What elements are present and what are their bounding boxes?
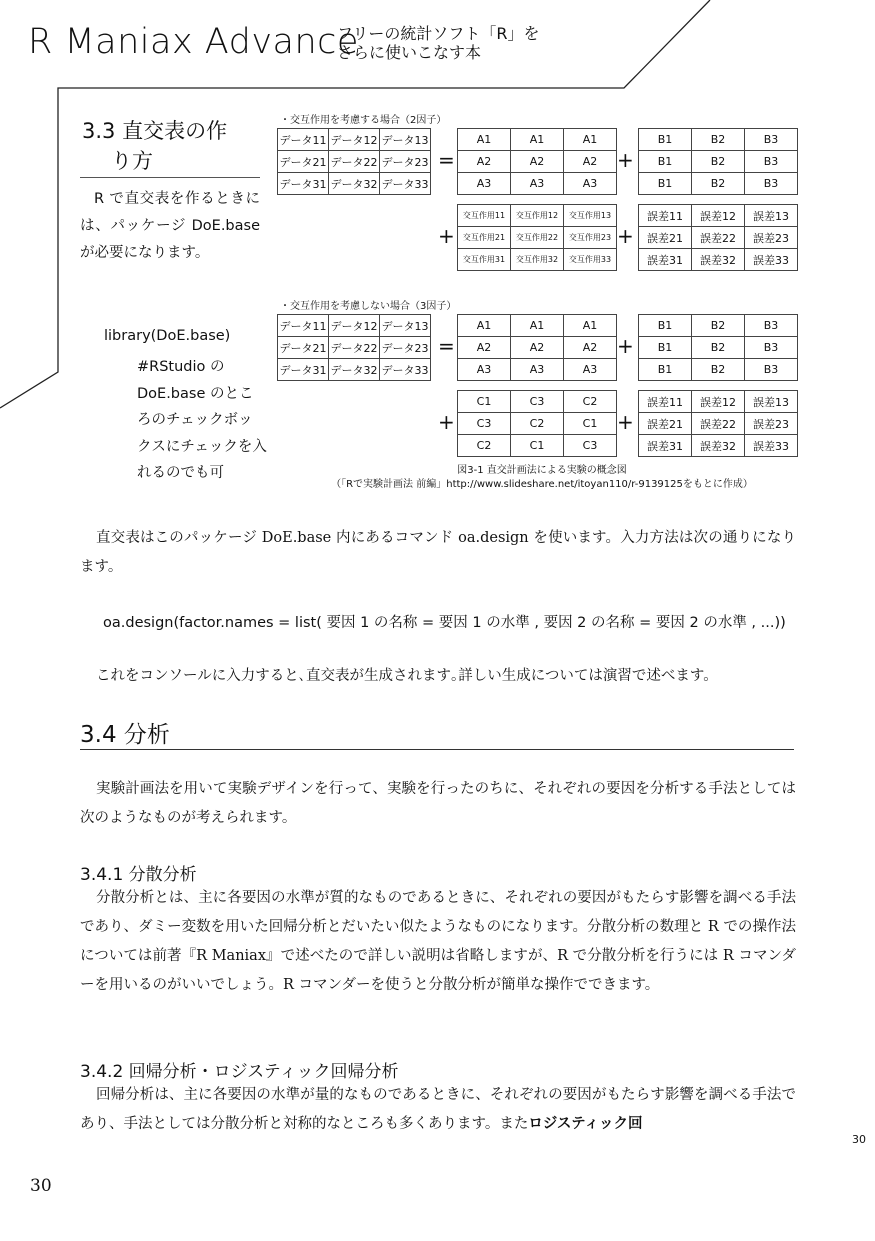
table-cell: データ12 xyxy=(329,129,380,151)
table-cell: 誤差22 xyxy=(692,413,745,435)
table-cell: B3 xyxy=(745,337,798,359)
page-number-left: 30 xyxy=(30,1176,52,1196)
table-cell: C2 xyxy=(458,435,511,457)
table-row xyxy=(278,359,431,381)
figure-label-with-interaction: ・交互作用を考慮する場合（2因子） xyxy=(280,115,447,126)
table-cell: 誤差21 xyxy=(639,413,692,435)
table-row xyxy=(458,151,617,173)
table-cell: データ22 xyxy=(329,337,380,359)
table-row xyxy=(639,173,798,195)
table-cell: 誤差21 xyxy=(639,227,692,249)
book-title: R Maniax Advance xyxy=(28,22,359,62)
table-row xyxy=(278,337,431,359)
c-table-grid xyxy=(457,390,617,457)
table-cell: B2 xyxy=(692,173,745,195)
table-cell: B1 xyxy=(639,315,692,337)
table-cell: 誤差11 xyxy=(639,205,692,227)
table-cell: B2 xyxy=(692,337,745,359)
table-cell: データ33 xyxy=(380,173,431,195)
table-row xyxy=(278,173,431,195)
section-3-3-title xyxy=(82,116,252,176)
table-cell: データ21 xyxy=(278,151,329,173)
heading-3-4-2: 3.4.2 回帰分析・ロジスティック回帰分析 xyxy=(80,1062,399,1082)
table-cell: B3 xyxy=(745,173,798,195)
figure-caption-line2: （「Rで実験計画法 前編」http://www.slideshare.net/itoyan110/r-9139125をもとに作成） xyxy=(331,479,753,490)
table-cell: 誤差23 xyxy=(745,413,798,435)
table-cell: A3 xyxy=(458,359,511,381)
table-row xyxy=(639,151,798,173)
table-cell: データ12 xyxy=(329,315,380,337)
table-cell: データ21 xyxy=(278,337,329,359)
side-text: R で直交表を作るときには、パッケージ DoE.base が必要になります。 xyxy=(80,191,260,261)
table-row xyxy=(458,227,617,249)
table-row xyxy=(458,249,617,271)
table-cell: 誤差32 xyxy=(692,249,745,271)
table-cell: データ23 xyxy=(380,337,431,359)
plus-sign: + xyxy=(617,410,634,434)
table-cell: A2 xyxy=(564,151,617,173)
table-cell: 交互作用13 xyxy=(564,205,617,227)
table-cell: A2 xyxy=(511,151,564,173)
table-cell: データ23 xyxy=(380,151,431,173)
table-row xyxy=(458,337,617,359)
book-subtitle xyxy=(337,24,539,62)
table-cell: データ32 xyxy=(329,359,380,381)
table-cell: 誤差31 xyxy=(639,249,692,271)
table-cell: データ11 xyxy=(278,129,329,151)
table-cell: C2 xyxy=(511,413,564,435)
paragraph-anova: 分散分析とは、主に各要因の水準が質的なものであるときに、それぞれの要因がもたらす影響を調べる手法であり、ダミー変数を用いた回帰分析とだいたい似たようなものになります。分散分析の数理と R での操作法については前著『R Maniax』で述べたので詳しい説明は省略しますが、R で分散分析を行うには R コマンダーを用いるのがいいでしょう。R コマンダーを使うと分散分析が簡単な操作でできます。 xyxy=(80,890,796,993)
paragraph-console: これをコンソールに入力すると､直交表が生成されます｡詳しい生成については演習で述べます。 xyxy=(96,668,718,684)
table-cell: B2 xyxy=(692,129,745,151)
table-row xyxy=(639,391,798,413)
table-cell: B2 xyxy=(692,315,745,337)
table-cell: A1 xyxy=(458,129,511,151)
section-3-3-title-line1: 3.3 直交表の作 xyxy=(82,119,228,143)
table-row xyxy=(458,129,617,151)
table-cell: A1 xyxy=(511,315,564,337)
table-row xyxy=(458,413,617,435)
book-subtitle-line1: フリーの統計ソフト「R」を xyxy=(337,24,540,43)
table-cell: データ31 xyxy=(278,173,329,195)
table-cell: B2 xyxy=(692,151,745,173)
table-cell: 交互作用33 xyxy=(564,249,617,271)
data-table-grid xyxy=(277,314,431,381)
table-cell: データ33 xyxy=(380,359,431,381)
table-cell: B3 xyxy=(745,359,798,381)
table-cell: A1 xyxy=(564,315,617,337)
table-cell: データ31 xyxy=(278,359,329,381)
code-library: library(DoE.base) xyxy=(104,328,231,344)
table-cell: B3 xyxy=(745,151,798,173)
table-cell: 誤差23 xyxy=(745,227,798,249)
table-cell: B1 xyxy=(639,129,692,151)
table-cell: C1 xyxy=(511,435,564,457)
table-row xyxy=(458,391,617,413)
table-row xyxy=(639,227,798,249)
table-cell: A1 xyxy=(511,129,564,151)
paragraph-regression xyxy=(80,1081,796,1139)
page-number-right: 30 xyxy=(852,1133,866,1146)
table-cell: 誤差33 xyxy=(745,249,798,271)
figure-label-without-interaction: ・交互作用を考慮しない場合（3因子） xyxy=(280,301,457,312)
table-cell: A2 xyxy=(458,151,511,173)
table-cell: 誤差22 xyxy=(692,227,745,249)
table-row xyxy=(639,337,798,359)
table-cell: 誤差12 xyxy=(692,391,745,413)
a-table-grid xyxy=(457,314,617,381)
table-cell: A2 xyxy=(564,337,617,359)
interaction-table-grid xyxy=(457,204,617,271)
a-table-grid xyxy=(457,128,617,195)
heading-3-4: 3.4 分析 xyxy=(80,722,170,748)
table-cell: 誤差11 xyxy=(639,391,692,413)
table-cell: データ32 xyxy=(329,173,380,195)
table-cell: C1 xyxy=(564,413,617,435)
table-row xyxy=(639,435,798,457)
table-cell: C3 xyxy=(458,413,511,435)
table-cell: B2 xyxy=(692,359,745,381)
plus-sign: + xyxy=(617,148,634,172)
table-cell: B1 xyxy=(639,359,692,381)
table-cell: 誤差13 xyxy=(745,205,798,227)
table-cell: C2 xyxy=(564,391,617,413)
equals-sign: = xyxy=(438,148,455,172)
table-row xyxy=(639,249,798,271)
table-cell: 交互作用12 xyxy=(511,205,564,227)
table-cell: C3 xyxy=(511,391,564,413)
table-cell: A2 xyxy=(458,337,511,359)
paragraph-regression-text: 回帰分析は、主に各要因の水準が量的なものであるときに、それぞれの要因がもたらす影響を調べる手法であり、手法としては分散分析と対称的なところも多くあります。また xyxy=(80,1087,796,1132)
b-table-grid xyxy=(638,128,798,195)
table-row xyxy=(639,359,798,381)
equals-sign: = xyxy=(438,334,455,358)
plus-sign: + xyxy=(438,410,455,434)
table-cell: 誤差12 xyxy=(692,205,745,227)
table-row xyxy=(278,151,431,173)
table-cell: 誤差31 xyxy=(639,435,692,457)
table-cell: B3 xyxy=(745,315,798,337)
table-cell: 交互作用21 xyxy=(458,227,511,249)
table-row xyxy=(458,173,617,195)
table-row xyxy=(639,315,798,337)
table-cell: A3 xyxy=(564,359,617,381)
paragraph-regression-bold: ロジスティック回 xyxy=(528,1116,643,1132)
paragraph-oa-design: 直交表はこのパッケージ DoE.base 内にあるコマンド oa.design を使います。入力方法は次の通りになります。 xyxy=(80,530,796,575)
b-table-grid xyxy=(638,314,798,381)
heading-3-4-1: 3.4.1 分散分析 xyxy=(80,865,197,885)
table-cell: データ13 xyxy=(380,315,431,337)
table-row xyxy=(458,435,617,457)
data-table-grid xyxy=(277,128,431,195)
table-row xyxy=(639,413,798,435)
plus-sign: + xyxy=(617,334,634,358)
table-cell: データ13 xyxy=(380,129,431,151)
error-table-grid xyxy=(638,390,798,457)
table-cell: データ11 xyxy=(278,315,329,337)
table-row xyxy=(639,205,798,227)
table-cell: A3 xyxy=(458,173,511,195)
table-cell: 交互作用22 xyxy=(511,227,564,249)
table-cell: A2 xyxy=(511,337,564,359)
table-cell: C3 xyxy=(564,435,617,457)
formula-oa-design: oa.design(factor.names = list( 要因 1 の名称 = 要因 1 の水準 , 要因 2 の名称 = 要因 2 の水準 , ...)) xyxy=(103,615,786,631)
table-cell: 誤差13 xyxy=(745,391,798,413)
table-row xyxy=(639,129,798,151)
code-note: #RStudio の DoE.base のところのチェックボックスにチェックを入れるのでも可 xyxy=(137,359,267,481)
heading-3-4-rule xyxy=(80,749,794,750)
table-cell: B1 xyxy=(639,337,692,359)
book-subtitle-line2: さらに使いこなす本 xyxy=(337,43,482,62)
plus-sign: + xyxy=(617,224,634,248)
table-cell: C1 xyxy=(458,391,511,413)
section-3-3-title-line2: り方 xyxy=(111,149,153,173)
table-cell: A3 xyxy=(564,173,617,195)
table-cell: B1 xyxy=(639,151,692,173)
table-cell: 交互作用11 xyxy=(458,205,511,227)
table-cell: 誤差32 xyxy=(692,435,745,457)
table-cell: B3 xyxy=(745,129,798,151)
table-cell: A3 xyxy=(511,173,564,195)
table-cell: データ22 xyxy=(329,151,380,173)
table-cell: A3 xyxy=(511,359,564,381)
table-cell: A1 xyxy=(458,315,511,337)
table-row xyxy=(278,315,431,337)
figure-caption-line1: 図3-1 直交計画法による実験の概念図 xyxy=(457,465,627,476)
section-title-rule xyxy=(80,177,260,178)
figure-caption xyxy=(277,464,807,492)
table-cell: A1 xyxy=(564,129,617,151)
table-cell: 交互作用31 xyxy=(458,249,511,271)
plus-sign: + xyxy=(438,224,455,248)
table-cell: 誤差33 xyxy=(745,435,798,457)
table-row xyxy=(458,315,617,337)
table-row xyxy=(458,359,617,381)
table-cell: 交互作用32 xyxy=(511,249,564,271)
paragraph-analysis-intro: 実験計画法を用いて実験デザインを行って、実験を行ったのちに、それぞれの要因を分析する手法としては次のようなものが考えられます。 xyxy=(80,781,796,826)
table-cell: B1 xyxy=(639,173,692,195)
table-row xyxy=(458,205,617,227)
table-row xyxy=(278,129,431,151)
table-cell: 交互作用23 xyxy=(564,227,617,249)
error-table-grid xyxy=(638,204,798,271)
